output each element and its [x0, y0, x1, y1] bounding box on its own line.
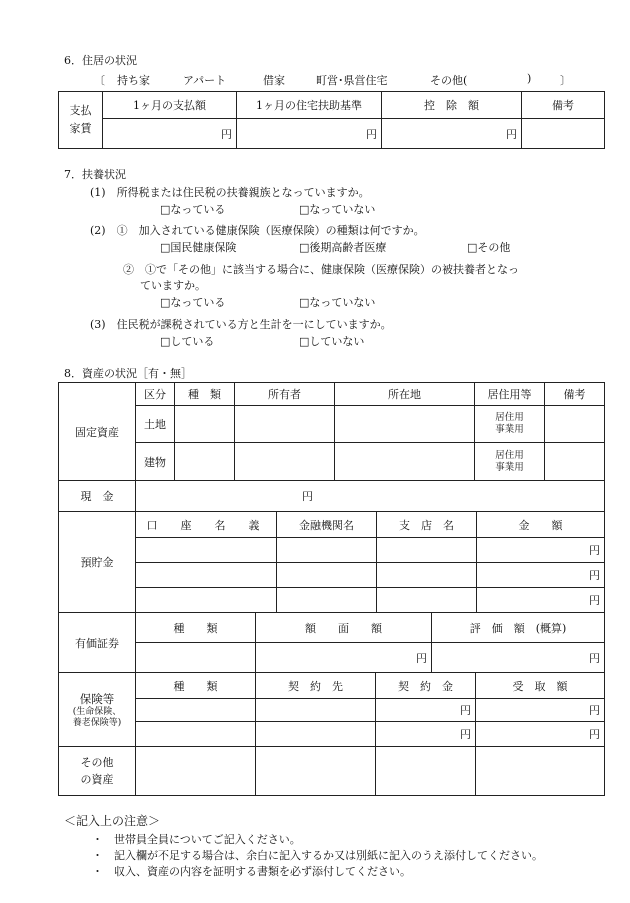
savings-header-account-holder: 口 座 名 義 — [136, 512, 277, 538]
fixed-header-location: 所在地 — [335, 383, 475, 406]
fixed-header-type: 種 類 — [175, 383, 235, 406]
savings-row-1-holder[interactable] — [136, 538, 277, 563]
rent-housing-standard-field[interactable]: 円 — [237, 119, 382, 149]
securities-header-face-value: 額 面 額 — [256, 613, 432, 643]
savings-header-amount: 金 額 — [477, 512, 605, 538]
section-8-title: 8．資産の状況［有・無］ — [64, 367, 192, 380]
section-6-title: 6．住居の状況 — [64, 54, 137, 67]
fixed-row-land: 土地 — [136, 406, 175, 443]
other-assets-col-3[interactable] — [376, 747, 476, 796]
notes-title: ＜記入上の注意＞ — [64, 814, 161, 828]
rent-deduction-field[interactable]: 円 — [382, 119, 522, 149]
q2b-option-no[interactable]: □なっていない — [299, 296, 376, 309]
note-item-3: ・ 収入、資産の内容を証明する書類を必ず添付してください。 — [92, 865, 411, 878]
savings-row-3-holder[interactable] — [136, 588, 277, 613]
rent-header-deduction: 控 除 額 — [382, 92, 522, 119]
dependency-q2b-line2: ていますか。 — [140, 279, 206, 292]
land-location-field[interactable] — [335, 406, 475, 443]
securities-table — [58, 612, 605, 673]
q2-option-national[interactable]: □国民健康保険 — [160, 241, 237, 254]
insurance-header-contractor: 契 約 先 — [256, 673, 376, 699]
insurance-row-2-type[interactable] — [136, 722, 256, 747]
building-use-options[interactable]: 居住用 事業用 — [475, 443, 545, 481]
insurance-row-2-receipt-amount[interactable]: 円 — [476, 722, 605, 747]
insurance-row-2-contract-amount[interactable]: 円 — [376, 722, 476, 747]
other-assets-label: その他 の資産 — [59, 747, 136, 796]
dependency-q2b-line1: ② ①で「その他」に該当する場合に、健康保険（医療保険）の被扶養者となっ — [123, 263, 519, 276]
insurance-header-type: 種 類 — [136, 673, 256, 699]
q1-option-yes[interactable]: □なっている — [160, 203, 226, 216]
housing-bracket-close: 〕 — [560, 74, 571, 87]
dependency-q3: (3) 住民税が課税されている方と生計を一にしていますか。 — [90, 318, 392, 331]
securities-face-value-field[interactable]: 円 — [256, 643, 432, 673]
rent-table — [58, 91, 605, 149]
fixed-assets-label: 固定資産 — [59, 383, 136, 481]
building-remarks-field[interactable] — [545, 443, 605, 481]
fixed-assets-table — [58, 382, 605, 512]
rent-remarks-field[interactable] — [522, 119, 605, 149]
dependency-q1: (1) 所得税または住民税の扶養親族となっていますか。 — [90, 186, 370, 199]
fixed-header-remarks: 備考 — [545, 383, 605, 406]
cash-label: 現 金 — [59, 481, 136, 512]
other-assets-col-4[interactable] — [476, 747, 605, 796]
q2b-option-yes[interactable]: □なっている — [160, 296, 226, 309]
rent-row-label: 支払 家賃 — [59, 92, 103, 149]
securities-header-type: 種 類 — [136, 613, 256, 643]
insurance-row-1-contractor[interactable] — [256, 699, 376, 722]
housing-option-other: その他( — [430, 74, 468, 87]
other-assets-col-2[interactable] — [256, 747, 376, 796]
savings-row-2-branch[interactable] — [377, 563, 477, 588]
securities-valuation-field[interactable]: 円 — [432, 643, 605, 673]
q2-option-other[interactable]: □その他 — [467, 241, 511, 254]
savings-row-2-bank[interactable] — [277, 563, 377, 588]
insurance-row-1-type[interactable] — [136, 699, 256, 722]
land-remarks-field[interactable] — [545, 406, 605, 443]
insurance-label: 保険等 (生命保険、 養老保険等) — [59, 673, 136, 747]
savings-label: 預貯金 — [59, 512, 136, 613]
note-item-1: ・ 世帯員全員についてご記入ください。 — [92, 833, 301, 846]
land-use-options[interactable]: 居住用 事業用 — [475, 406, 545, 443]
housing-option-apartment: アパート — [183, 74, 227, 87]
insurance-header-contract-amount: 契 約 金 — [376, 673, 476, 699]
savings-row-1-amount[interactable]: 円 — [477, 538, 605, 563]
insurance-table — [58, 672, 605, 796]
q3-option-no[interactable]: □していない — [299, 335, 365, 348]
q1-option-no[interactable]: □なっていない — [299, 203, 376, 216]
land-owner-field[interactable] — [235, 406, 335, 443]
savings-row-1-branch[interactable] — [377, 538, 477, 563]
dependency-q2: (2) ① 加入されている健康保険（医療保険）の種類は何ですか。 — [90, 224, 425, 237]
cash-field[interactable]: 円 — [136, 481, 605, 512]
savings-row-3-bank[interactable] — [277, 588, 377, 613]
insurance-header-receipt-amount: 受 取 額 — [476, 673, 605, 699]
savings-row-1-bank[interactable] — [277, 538, 377, 563]
savings-header-branch: 支 店 名 — [377, 512, 477, 538]
note-item-2: ・ 記入欄が不足する場合は、余白に記入するか又は別紙に記入のうえ添付してください。 — [92, 849, 543, 862]
q2-option-elderly[interactable]: □後期高齢者医療 — [299, 241, 387, 254]
securities-header-valuation: 評 価 額 (概算) — [432, 613, 605, 643]
insurance-row-1-contract-amount[interactable]: 円 — [376, 699, 476, 722]
insurance-row-2-contractor[interactable] — [256, 722, 376, 747]
building-type-field[interactable] — [175, 443, 235, 481]
section-7-title: 7．扶養状況 — [64, 168, 126, 181]
savings-table — [58, 511, 605, 613]
land-type-field[interactable] — [175, 406, 235, 443]
insurance-row-1-receipt-amount[interactable]: 円 — [476, 699, 605, 722]
savings-row-2-holder[interactable] — [136, 563, 277, 588]
fixed-header-owner: 所有者 — [235, 383, 335, 406]
savings-header-bank: 金融機関名 — [277, 512, 377, 538]
building-location-field[interactable] — [335, 443, 475, 481]
fixed-header-category: 区分 — [136, 383, 175, 406]
securities-type-field[interactable] — [136, 643, 256, 673]
housing-option-own: 持ち家 — [117, 74, 150, 87]
q3-option-yes[interactable]: □している — [160, 335, 215, 348]
housing-option-rental: 借家 — [263, 74, 285, 87]
housing-option-other-close: ) — [527, 72, 532, 85]
savings-row-2-amount[interactable]: 円 — [477, 563, 605, 588]
rent-header-housing-standard: 1ヶ月の住宅扶助基準 — [237, 92, 382, 119]
rent-header-remarks: 備考 — [522, 92, 605, 119]
savings-row-3-branch[interactable] — [377, 588, 477, 613]
housing-option-public: 町営･県営住宅 — [316, 74, 388, 87]
savings-row-3-amount[interactable]: 円 — [477, 588, 605, 613]
securities-label: 有価証券 — [59, 613, 136, 673]
fixed-header-use: 居住用等 — [475, 383, 545, 406]
rent-header-monthly-payment: 1ヶ月の支払額 — [103, 92, 237, 119]
other-assets-col-1[interactable] — [136, 747, 256, 796]
fixed-row-building: 建物 — [136, 443, 175, 481]
housing-bracket-open: 〔 — [94, 74, 105, 87]
building-owner-field[interactable] — [235, 443, 335, 481]
rent-monthly-payment-field[interactable]: 円 — [103, 119, 237, 149]
